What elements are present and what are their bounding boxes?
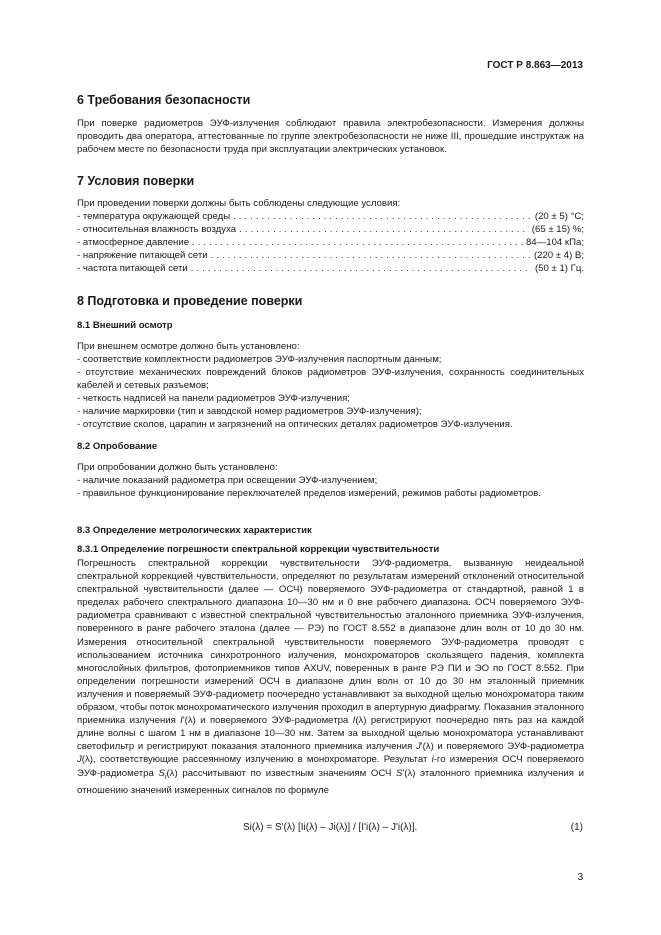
section-8-1-item-4: - наличие маркировки (тип и заводской номер радиометров ЭУФ-излучения);	[77, 406, 422, 417]
condition-frequency: - частота питающей сети ..... (50 ± 1) Гц.	[77, 262, 584, 275]
section-8-title: 8 Подготовка и проведение поверки	[77, 294, 303, 308]
section-8-3-title: 8.3 Определение метрологических характеристик	[77, 525, 312, 536]
section-6-text: При поверке радиометров ЭУФ-излучения соблюдают правила электробезопасности. Измерения должны проводить два оператора, аттестованные по группе электробезопасности не ниже III, прошедшие инструктаж на рабочем месте по безопасности труда при эксплуатации электрических установок.	[77, 118, 584, 156]
section-8-2-item-2: - правильное функционирование переключателей пределов измерений, режимов работы радиометров.	[77, 488, 541, 499]
section-8-1-item-3: - четкость надписей на панели радиометров ЭУФ-излучения;	[77, 393, 350, 404]
section-8-2-intro: При опробовании должно быть установлено:	[77, 462, 278, 473]
section-8-1-item-1: - соответствие комплектности радиометров ЭУФ-излучения паспортным данным;	[77, 354, 442, 365]
section-6-title: 6 Требования безопасности	[77, 93, 251, 107]
condition-humidity: - относительная влажность воздуха ..... (65 ± 15) %;	[77, 223, 584, 236]
section-8-3-1-title: 8.3.1 Определение погрешности спектральной коррекции чувствительности	[77, 544, 440, 555]
section-8-1-item-5: - отсутствие сколов, царапин и загрязнений на оптических деталях радиометров ЭУФ-излучения.	[77, 419, 513, 430]
standard-header: ГОСТ Р 8.863—2013	[487, 60, 583, 71]
section-8-3-1-paragraph: Погрешность спектральной коррекции чувствительности ЭУФ-радиометра, вызванную неидеальной спектральной коррекцией чувствительности, определяют по результатам измерений отклонений относительной спектральной чувствительности (далее — ОСЧ) поверяемого ЭУФ-радиометра от стандартной, равной 1 в пределах рабочего спектрального диапазона 10—30 нм и 0 вне рабочего диапазона. ОСЧ поверяемого ЭУФ-радиометра сравнивают с известной спектральной чувствительностью эталонного приемника ЭУФ-излучения, поверенного в ранге рабочего эталона (далее — РЭ) по ГОСТ 8.552 в диапазоне длин волн от 10 до 30 нм. Измерения относительной спектральной чувствительности поверяемого ЭУФ-радиометра проводят с использованием источника синхротронного излучения, монохроматоров скользящего падения, комплекта многослойных фильтров, фотоприемников типов AXUV, поверенных в ранге РЭ ПИ и ЭО по ГОСТ 8.552. При определении погрешности измерений ОСЧ в диапазоне длин волн от 10 до 30 нм эталонный приемник излучения и поверяемый ЭУФ-радиометр поочередно устанавливают за выходной щелью монохроматора таким образом, чтобы поток монохроматического излучения проходил в апертурную диафрагму. Показания эталонного приемника излучения I'(λ) и поверяемого ЭУФ-радиометра I(λ) регистрируют поочередно пять раз на каждой длине волны с шагом 1 нм в диапазоне 10—30 нм. Затем за выходной щелью монохроматора устанавливают светофильтр и регистрируют показания эталонного приемника излучения J'(λ) и поверяемого ЭУФ-радиометра J(λ), соответствующие рассеянному излучению в монохроматоре. Результат i-го измерения ОСЧ поверяемого ЭУФ-радиометра $S_i(\lambda)$ рассчитывают по известным значениям ОСЧ S'(λ) эталонного приемника излучения и отношению значений измеренных сигналов по формуле	[77, 558, 585, 796]
section-8-1-intro: При внешнем осмотре должно быть установлено:	[77, 341, 300, 352]
condition-voltage: - напряжение питающей сети ..... (220 ± 4) В;	[77, 249, 584, 262]
condition-pressure: - атмосферное давление ..... 84—104 кПа;	[77, 236, 584, 249]
page-number: 3	[577, 872, 583, 883]
section-7-intro: При проведении поверки должны быть соблюдены следующие условия:	[77, 198, 401, 209]
formula-1: Si(λ) = S'(λ) [Ii(λ) – Ji(λ)] / [I'i(λ) – J'i(λ)].	[243, 822, 418, 833]
section-8-2-item-1: - наличие показаний радиометра при освещении ЭУФ-излучением;	[77, 475, 378, 486]
section-8-1-item-2: - отсутствие механических повреждений блоков радиометров ЭУФ-излучения, сохранность соединительных кабелей и сетевых разъемов;	[77, 367, 584, 392]
section-7-title: 7 Условия поверки	[77, 174, 195, 188]
section-8-1-title: 8.1 Внешний осмотр	[77, 320, 173, 331]
section-8-2-title: 8.2 Опробование	[77, 441, 158, 452]
condition-temperature: - температура окружающей среды ..... (20 ± 5) °С;	[77, 210, 584, 223]
formula-number: (1)	[570, 822, 583, 833]
